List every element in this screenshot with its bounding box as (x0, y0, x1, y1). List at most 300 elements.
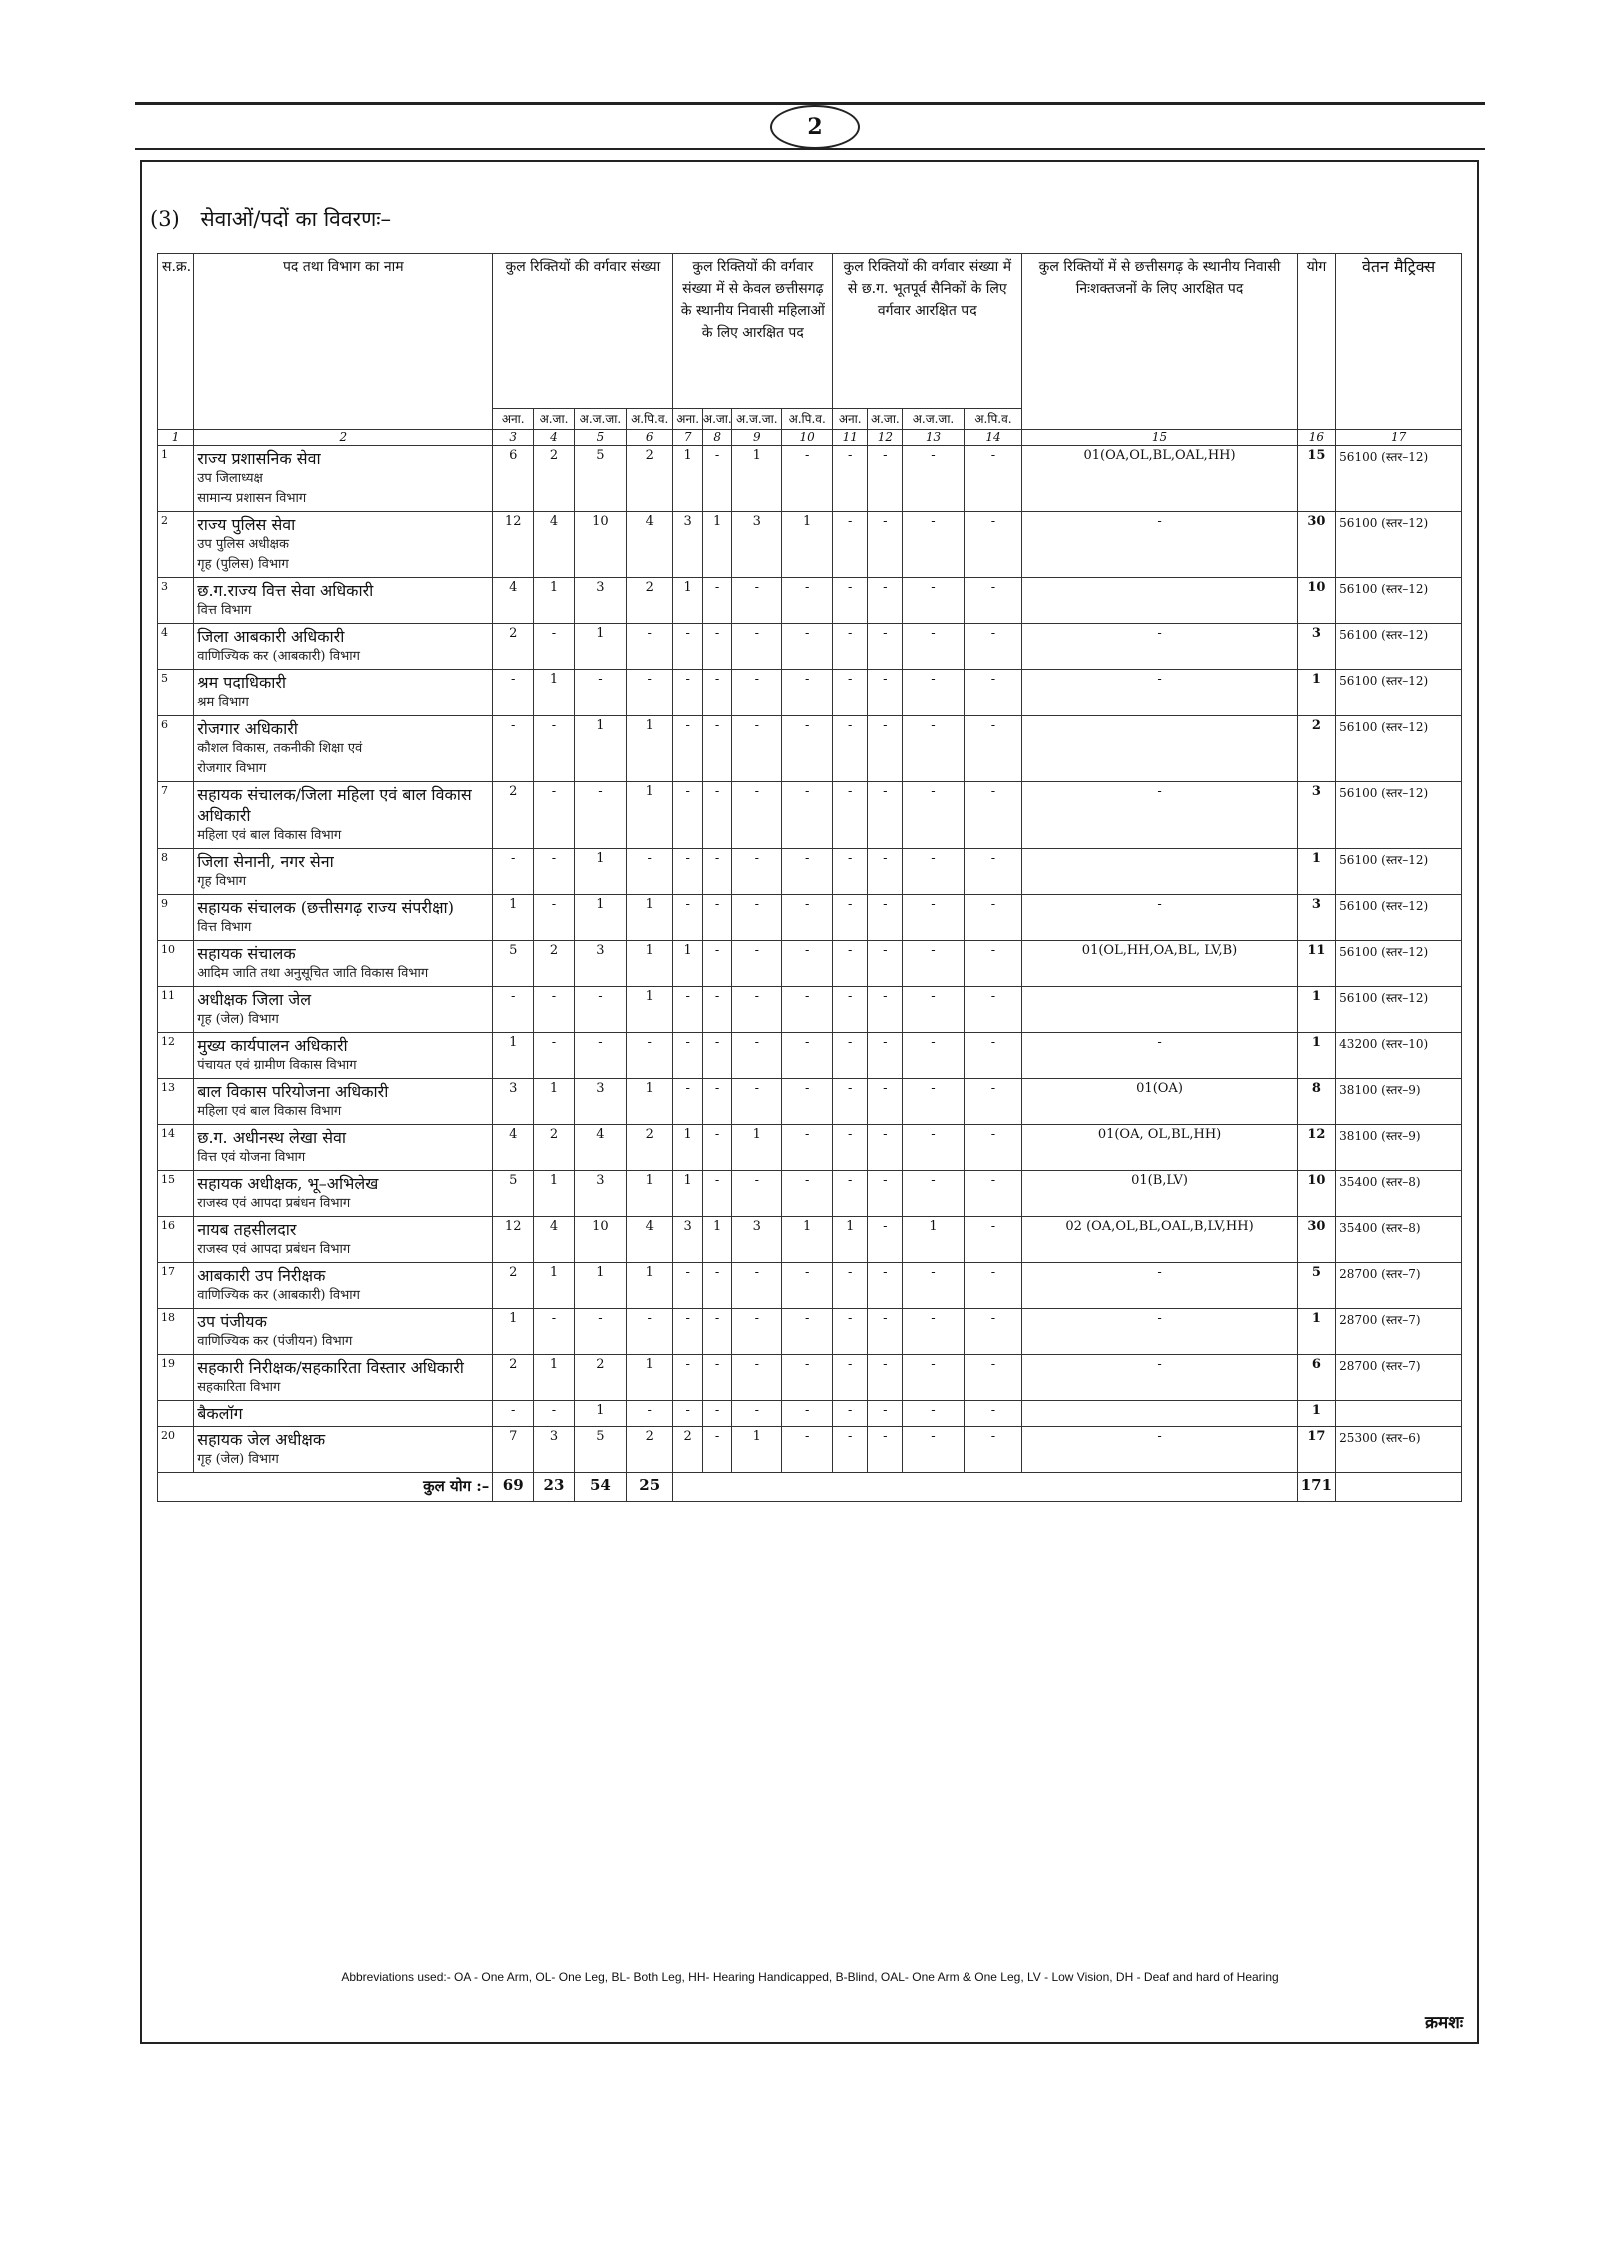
cell-disabled: - (1022, 782, 1297, 849)
cell-v: 5 (493, 941, 534, 987)
cell-e: - (868, 782, 903, 849)
cell-disabled: 01(OA) (1022, 1079, 1297, 1125)
cell-e: - (833, 1033, 868, 1079)
cell-v: 2 (626, 1427, 672, 1473)
row-post (194, 1171, 493, 1217)
cell-e: - (833, 624, 868, 670)
cell-e: - (833, 941, 868, 987)
cell-e: - (833, 578, 868, 624)
row-post (194, 1355, 493, 1401)
cell-total: 10 (1297, 1171, 1336, 1217)
cell-e: - (964, 624, 1022, 670)
cell-e: - (903, 849, 964, 895)
posts-body (158, 446, 1462, 1473)
column-number: 2 (194, 430, 493, 446)
post-department: पंचायत एवं ग्रामीण विकास विभाग (197, 1058, 357, 1073)
cell-w: - (702, 1309, 731, 1355)
cell-w: - (673, 1309, 702, 1355)
cell-total: 1 (1297, 1309, 1336, 1355)
cell-v: - (534, 987, 575, 1033)
cell-w: - (702, 624, 731, 670)
cell-v: 3 (574, 1079, 626, 1125)
cell-pay: 56100 (स्तर–12) (1336, 670, 1462, 716)
cell-v: 1 (493, 1033, 534, 1079)
cell-v: 1 (626, 1355, 672, 1401)
cell-v: 2 (626, 1125, 672, 1171)
cell-w: 1 (673, 446, 702, 512)
category-women-4: अ.पि.व. (782, 409, 833, 430)
header-women: कुल रिक्तियों की वर्गवार संख्या में से केवल छत्तीसगढ़ के स्थानीय निवासी महिलाओं के लिए आरक्षित पद (673, 254, 833, 409)
cell-e: - (903, 1079, 964, 1125)
row-post (194, 782, 493, 849)
cell-v: 1 (574, 716, 626, 782)
post-department: सहकारिता विभाग (197, 1380, 281, 1395)
cell-pay: 56100 (स्तर–12) (1336, 941, 1462, 987)
cell-w: - (673, 1401, 702, 1427)
cell-e: - (833, 1355, 868, 1401)
post-title: अधीक्षक जिला जेल (197, 990, 312, 1009)
cell-total: 3 (1297, 782, 1336, 849)
cell-w: 1 (673, 1171, 702, 1217)
cell-e: - (964, 1125, 1022, 1171)
post-title: रोजगार अधिकारी (197, 719, 298, 738)
cell-w: - (702, 670, 731, 716)
cell-v: - (626, 670, 672, 716)
cell-e: - (964, 1427, 1022, 1473)
post-title: बाल विकास परियोजना अधिकारी (197, 1082, 389, 1101)
cell-e: - (868, 1355, 903, 1401)
cell-v: 4 (493, 1125, 534, 1171)
post-department: राजस्व एवं आपदा प्रबंधन विभाग (197, 1196, 351, 1211)
row-sno: 12 (158, 1033, 194, 1079)
cell-w: 1 (732, 1125, 782, 1171)
row-sno: 1 (158, 446, 194, 512)
cell-w: - (782, 1125, 833, 1171)
cell-total: 1 (1297, 1033, 1336, 1079)
row-post (194, 578, 493, 624)
cell-disabled (1022, 578, 1297, 624)
cell-e: - (903, 1355, 964, 1401)
row-post (194, 941, 493, 987)
post-title: उप पंजीयक (197, 1312, 267, 1331)
cell-v: 2 (534, 1125, 575, 1171)
post-department: वित्त विभाग (197, 603, 252, 618)
cell-v: - (574, 987, 626, 1033)
cell-v: - (574, 1033, 626, 1079)
cell-e: - (868, 1217, 903, 1263)
cell-v: - (534, 1309, 575, 1355)
table-row (158, 512, 1462, 578)
cell-v: 5 (493, 1171, 534, 1217)
post-department: उप जिलाध्यक्ष (197, 471, 263, 486)
cell-total: 15 (1297, 446, 1336, 512)
cell-w: 2 (673, 1427, 702, 1473)
cell-v: 5 (574, 446, 626, 512)
cell-e: - (903, 941, 964, 987)
cell-v: - (626, 624, 672, 670)
continued-marker: क्रमशः (1425, 2013, 1464, 2033)
column-number: 11 (833, 430, 868, 446)
row-post (194, 1401, 493, 1427)
cell-total: 1 (1297, 849, 1336, 895)
cell-v: 1 (574, 1401, 626, 1427)
totals-grand: 171 (1297, 1473, 1336, 1502)
cell-e: - (868, 624, 903, 670)
cell-w: - (702, 1355, 731, 1401)
row-post (194, 512, 493, 578)
header-disabled: कुल रिक्तियों में से छत्तीसगढ़ के स्थानीय निवासी निःशक्तजनों के लिए आरक्षित पद (1022, 254, 1297, 430)
column-number: 5 (574, 430, 626, 446)
table-row (158, 987, 1462, 1033)
cell-e: - (903, 895, 964, 941)
cell-w: - (732, 578, 782, 624)
cell-e: - (964, 716, 1022, 782)
post-department: वित्त विभाग (197, 920, 252, 935)
cell-v: 1 (626, 1171, 672, 1217)
cell-w: - (782, 670, 833, 716)
post-department: राजस्व एवं आपदा प्रबंधन विभाग (197, 1242, 351, 1257)
cell-e: - (964, 782, 1022, 849)
cell-e: - (964, 849, 1022, 895)
cell-w: - (732, 1033, 782, 1079)
cell-v: 1 (574, 895, 626, 941)
cell-v: 1 (626, 1079, 672, 1125)
table-row (158, 446, 1462, 512)
row-post (194, 1033, 493, 1079)
cell-v: 3 (493, 1079, 534, 1125)
cell-w: - (782, 1355, 833, 1401)
post-title: छ.ग.राज्य वित्त सेवा अधिकारी (197, 581, 374, 600)
cell-v: 1 (493, 895, 534, 941)
cell-w: - (782, 895, 833, 941)
cell-e: - (903, 1171, 964, 1217)
cell-pay: 56100 (स्तर–12) (1336, 578, 1462, 624)
cell-e: - (833, 987, 868, 1033)
cell-disabled (1022, 849, 1297, 895)
cell-v: - (574, 1309, 626, 1355)
cell-e: - (903, 446, 964, 512)
section-number: (3) (150, 207, 180, 231)
cell-v: 4 (574, 1125, 626, 1171)
category-exsm-4: अ.पि.व. (964, 409, 1022, 430)
cell-w: - (673, 1263, 702, 1309)
cell-v: - (626, 1401, 672, 1427)
post-title: छ.ग. अधीनस्थ लेखा सेवा (197, 1128, 347, 1147)
category-women-2: अ.जा. (702, 409, 731, 430)
header-ex-servicemen: कुल रिक्तियों की वर्गवार संख्या में से छ.ग. भूतपूर्व सैनिकों के लिए वर्गवार आरक्षित पद (833, 254, 1022, 409)
cell-w: - (782, 1427, 833, 1473)
post-department: वित्त एवं योजना विभाग (197, 1150, 306, 1165)
cell-v: 5 (574, 1427, 626, 1473)
cell-w: - (732, 1263, 782, 1309)
cell-pay: 38100 (स्तर–9) (1336, 1079, 1462, 1125)
cell-pay: 28700 (स्तर–7) (1336, 1355, 1462, 1401)
row-sno: 6 (158, 716, 194, 782)
cell-pay (1336, 1401, 1462, 1427)
cell-v: 4 (534, 1217, 575, 1263)
cell-v: - (534, 782, 575, 849)
totals-label: कुल योग :– (158, 1473, 493, 1502)
cell-total: 30 (1297, 512, 1336, 578)
cell-disabled (1022, 987, 1297, 1033)
post-department: कौशल विकास, तकनीकी शिक्षा एवं (197, 741, 363, 756)
post-title: सहायक संचालक/जिला महिला एवं बाल विकास अधिकारी (197, 785, 472, 825)
cell-w: 1 (702, 1217, 731, 1263)
cell-total: 3 (1297, 624, 1336, 670)
category-women-1: अना. (673, 409, 702, 430)
cell-e: - (833, 1309, 868, 1355)
cell-v: - (626, 849, 672, 895)
cell-v: 1 (574, 1263, 626, 1309)
row-post (194, 670, 493, 716)
header-total: योग (1297, 254, 1336, 430)
cell-v: 4 (626, 1217, 672, 1263)
cell-w: - (702, 987, 731, 1033)
cell-w: - (702, 1125, 731, 1171)
post-title: सहायक संचालक (197, 944, 296, 963)
row-sno: 18 (158, 1309, 194, 1355)
cell-v: - (493, 1401, 534, 1427)
cell-w: - (732, 1401, 782, 1427)
cell-e: - (833, 895, 868, 941)
cell-pay: 56100 (स्तर–12) (1336, 446, 1462, 512)
totals-value: 69 (493, 1473, 534, 1502)
cell-e: - (833, 1263, 868, 1309)
cell-v: - (574, 670, 626, 716)
cell-pay: 56100 (स्तर–12) (1336, 716, 1462, 782)
post-department: आदिम जाति तथा अनुसूचित जाति विकास विभाग (197, 966, 429, 981)
category-women-3: अ.ज.जा. (732, 409, 782, 430)
post-department: महिला एवं बाल विकास विभाग (197, 828, 342, 843)
row-sno: 5 (158, 670, 194, 716)
column-number: 12 (868, 430, 903, 446)
post-title: श्रम पदाधिकारी (197, 673, 287, 692)
cell-pay: 35400 (स्तर–8) (1336, 1217, 1462, 1263)
cell-e: - (964, 1079, 1022, 1125)
row-post (194, 624, 493, 670)
post-department: महिला एवं बाल विकास विभाग (197, 1104, 342, 1119)
header-sno: स.क्र. (158, 254, 194, 430)
cell-v: 1 (626, 1263, 672, 1309)
cell-e: - (964, 941, 1022, 987)
cell-disabled: 01(OA,OL,BL,OAL,HH) (1022, 446, 1297, 512)
row-post (194, 1427, 493, 1473)
post-title: मुख्य कार्यपालन अधिकारी (197, 1036, 348, 1055)
cell-w: - (782, 578, 833, 624)
cell-w: 3 (673, 1217, 702, 1263)
cell-v: - (493, 849, 534, 895)
row-post (194, 895, 493, 941)
cell-total: 1 (1297, 1401, 1336, 1427)
post-department: वाणिज्यिक कर (आबकारी) विभाग (197, 649, 360, 664)
abbreviations-note: Abbreviations used:- OA - One Arm, OL- One Leg, BL- Both Leg, HH- Hearing Handicapped, B-Blind, OAL- One Arm & One Leg, LV - Low Vision, DH - Deaf and hard of Hearing (341, 1970, 1279, 1984)
cell-v: 1 (534, 578, 575, 624)
cell-e: - (903, 1125, 964, 1171)
cell-w: - (702, 1171, 731, 1217)
post-title: सहायक जेल अधीक्षक (197, 1430, 326, 1449)
cell-v: 3 (534, 1427, 575, 1473)
cell-v: - (534, 1401, 575, 1427)
cell-e: - (964, 446, 1022, 512)
cell-total: 8 (1297, 1079, 1336, 1125)
cell-w: - (732, 1079, 782, 1125)
table-row (158, 716, 1462, 782)
cell-w: - (782, 446, 833, 512)
cell-w: 3 (732, 1217, 782, 1263)
cell-pay: 43200 (स्तर–10) (1336, 1033, 1462, 1079)
cell-total: 5 (1297, 1263, 1336, 1309)
cell-pay: 56100 (स्तर–12) (1336, 512, 1462, 578)
posts-table (157, 253, 1462, 1502)
cell-v: 1 (534, 1355, 575, 1401)
table-row (158, 849, 1462, 895)
row-sno: 2 (158, 512, 194, 578)
post-title: आबकारी उप निरीक्षक (197, 1266, 326, 1285)
cell-disabled: - (1022, 895, 1297, 941)
cell-w: - (732, 624, 782, 670)
cell-v: 3 (574, 941, 626, 987)
cell-w: - (702, 849, 731, 895)
cell-w: - (732, 782, 782, 849)
cell-w: - (732, 1309, 782, 1355)
totals-value: 25 (626, 1473, 672, 1502)
cell-e: - (833, 1171, 868, 1217)
cell-e: - (903, 578, 964, 624)
category-total-4: अ.पि.व. (626, 409, 672, 430)
table-row (158, 1355, 1462, 1401)
cell-w: - (673, 624, 702, 670)
cell-e: - (868, 987, 903, 1033)
cell-v: 1 (626, 941, 672, 987)
cell-disabled: - (1022, 1355, 1297, 1401)
cell-pay: 28700 (स्तर–7) (1336, 1263, 1462, 1309)
cell-v: - (574, 782, 626, 849)
cell-e: - (964, 1263, 1022, 1309)
cell-w: - (732, 1355, 782, 1401)
column-number: 8 (702, 430, 731, 446)
row-sno: 20 (158, 1427, 194, 1473)
cell-e: 1 (903, 1217, 964, 1263)
cell-w: - (673, 1033, 702, 1079)
cell-v: 12 (493, 512, 534, 578)
cell-w: - (702, 941, 731, 987)
cell-w: - (673, 849, 702, 895)
post-title: सहायक अधीक्षक, भू–अभिलेख (197, 1174, 379, 1193)
row-post (194, 1309, 493, 1355)
cell-total: 10 (1297, 578, 1336, 624)
cell-disabled (1022, 716, 1297, 782)
cell-v: 3 (574, 1171, 626, 1217)
cell-v: 1 (626, 716, 672, 782)
post-title: राज्य प्रशासनिक सेवा (197, 449, 321, 468)
cell-w: 3 (673, 512, 702, 578)
cell-w: - (732, 1171, 782, 1217)
post-title: जिला आबकारी अधिकारी (197, 627, 345, 646)
header-total-vacancies: कुल रिक्तियों की वर्गवार संख्या (493, 254, 673, 409)
cell-e: - (868, 1309, 903, 1355)
cell-disabled: - (1022, 670, 1297, 716)
row-post (194, 1217, 493, 1263)
cell-w: 1 (673, 941, 702, 987)
row-sno: 16 (158, 1217, 194, 1263)
cell-w: - (673, 895, 702, 941)
cell-disabled: 01(OL,HH,OA,BL, LV,B) (1022, 941, 1297, 987)
totals-pay-blank (1336, 1473, 1462, 1502)
post-title: बैकलॉग (197, 1404, 243, 1423)
cell-total: 3 (1297, 895, 1336, 941)
column-number: 14 (964, 430, 1022, 446)
cell-e: - (868, 578, 903, 624)
cell-v: 6 (493, 446, 534, 512)
cell-e: - (868, 670, 903, 716)
cell-v: - (493, 670, 534, 716)
cell-w: - (673, 1355, 702, 1401)
post-department: गृह (जेल) विभाग (197, 1452, 279, 1467)
cell-e: - (964, 1355, 1022, 1401)
column-number: 6 (626, 430, 672, 446)
table-row (158, 1263, 1462, 1309)
cell-e: - (868, 446, 903, 512)
cell-v: 2 (493, 624, 534, 670)
cell-pay: 56100 (स्तर–12) (1336, 624, 1462, 670)
column-number: 13 (903, 430, 964, 446)
cell-e: - (903, 1033, 964, 1079)
post-department: गृह विभाग (197, 874, 247, 889)
cell-e: - (868, 1033, 903, 1079)
column-number: 9 (732, 430, 782, 446)
cell-w: - (782, 716, 833, 782)
cell-pay: 56100 (स्तर–12) (1336, 895, 1462, 941)
cell-w: - (732, 895, 782, 941)
cell-v: - (534, 1033, 575, 1079)
cell-disabled: - (1022, 1033, 1297, 1079)
column-number: 16 (1297, 430, 1336, 446)
post-title: सहायक संचालक (छत्तीसगढ़ राज्य संपरीक्षा) (197, 898, 454, 917)
cell-e: - (903, 670, 964, 716)
column-number: 7 (673, 430, 702, 446)
cell-e: - (964, 512, 1022, 578)
column-number: 3 (493, 430, 534, 446)
cell-w: - (702, 446, 731, 512)
cell-e: - (868, 849, 903, 895)
row-post (194, 1263, 493, 1309)
post-title: नायब तहसीलदार (197, 1220, 297, 1239)
post-department: रोजगार विभाग (197, 761, 267, 776)
cell-v: - (493, 987, 534, 1033)
cell-e: - (903, 987, 964, 1033)
cell-disabled: 01(OA, OL,BL,HH) (1022, 1125, 1297, 1171)
cell-w: - (702, 1427, 731, 1473)
row-post (194, 1079, 493, 1125)
category-exsm-2: अ.जा. (868, 409, 903, 430)
cell-w: - (702, 1263, 731, 1309)
cell-v: - (534, 624, 575, 670)
cell-disabled: - (1022, 1427, 1297, 1473)
cell-v: 1 (534, 1263, 575, 1309)
table-row (158, 1125, 1462, 1171)
cell-disabled: - (1022, 624, 1297, 670)
cell-w: - (702, 1401, 731, 1427)
totals-value: 54 (574, 1473, 626, 1502)
cell-w: - (702, 716, 731, 782)
row-post (194, 446, 493, 512)
column-number-row (158, 430, 1462, 446)
cell-w: - (782, 624, 833, 670)
post-department: गृह (जेल) विभाग (197, 1012, 279, 1027)
cell-w: - (782, 1079, 833, 1125)
cell-v: 2 (626, 446, 672, 512)
row-sno: 7 (158, 782, 194, 849)
